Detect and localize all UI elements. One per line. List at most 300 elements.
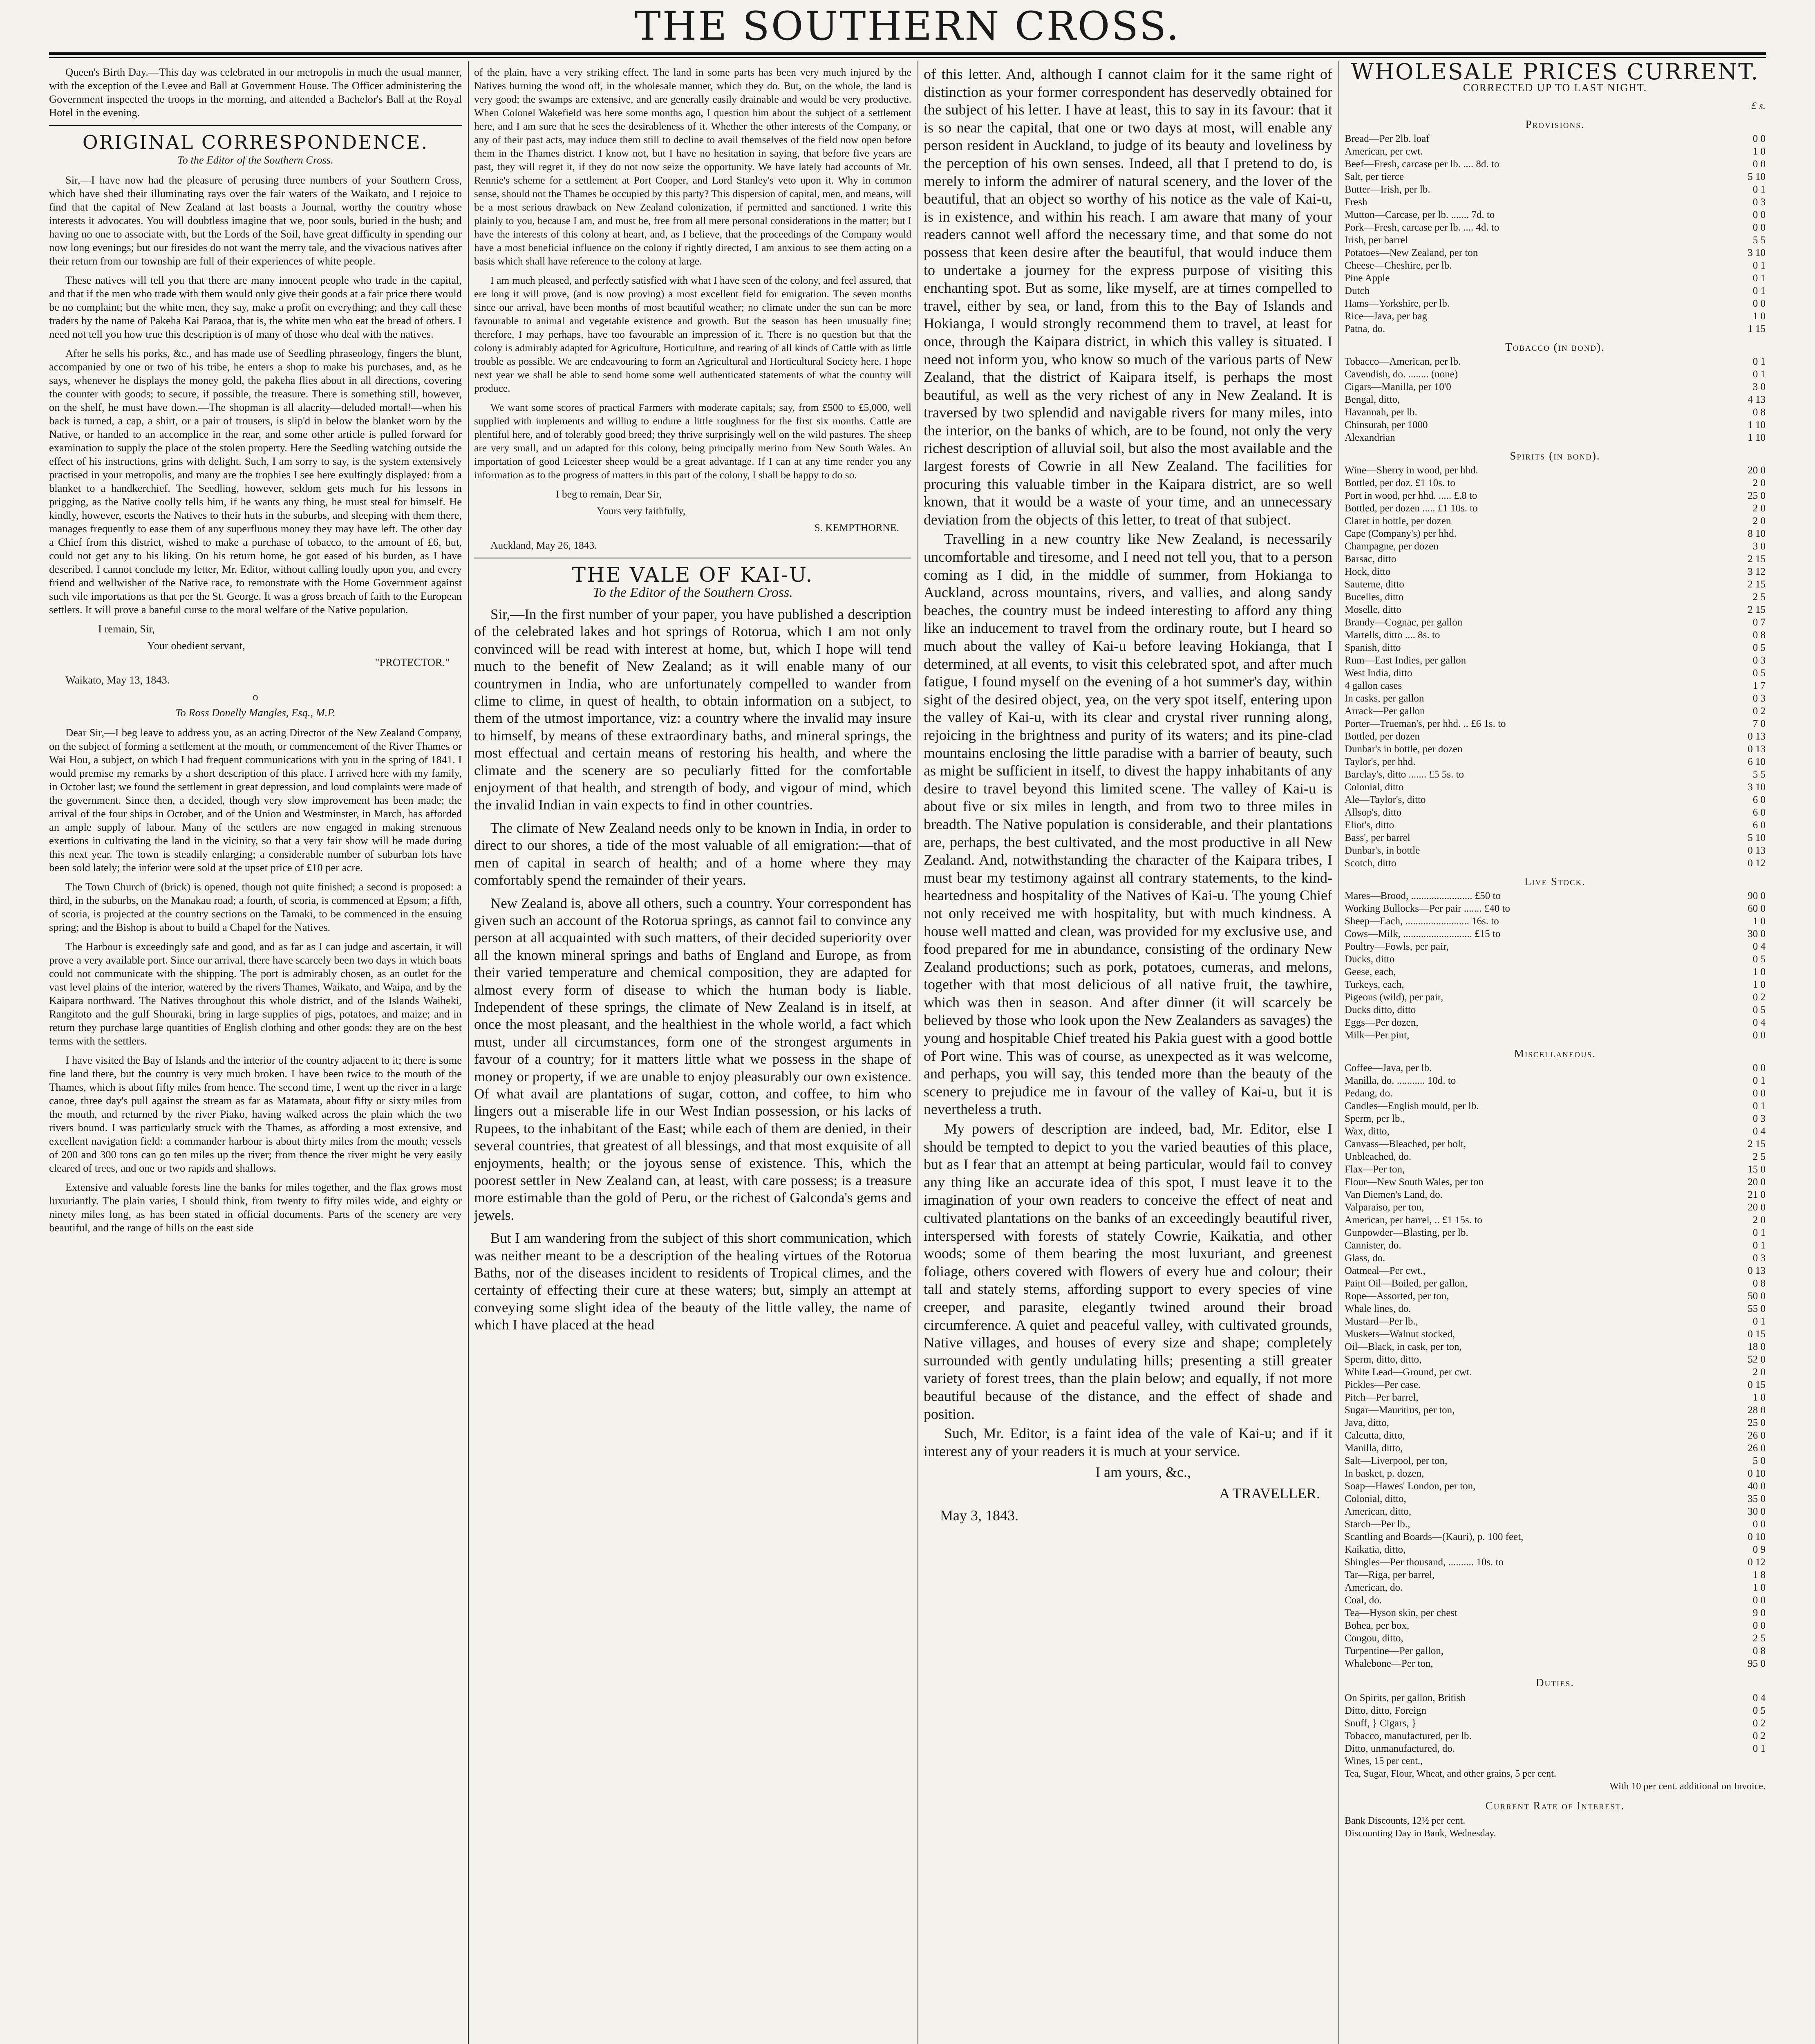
price-item: Havannah, per lb. <box>1345 407 1417 418</box>
newspaper-title: THE SOUTHERN CROSS. <box>634 3 1181 49</box>
price-value: 0 1 <box>1752 1227 1766 1238</box>
price-row <box>1345 1239 1766 1252</box>
price-item: Shingles—Per thousand, .......... 10s. to <box>1345 1557 1504 1568</box>
masthead-rule-thin <box>49 57 1766 58</box>
price-row <box>1345 928 1766 940</box>
price-row <box>1345 1391 1766 1404</box>
price-value: 0 3 <box>1752 693 1766 704</box>
price-item: American, per barrel, .. £1 15s. to <box>1345 1215 1482 1226</box>
duty-value: 0 2 <box>1752 1730 1766 1741</box>
price-item: Oatmeal—Per cwt., <box>1345 1265 1426 1276</box>
price-value: 5 10 <box>1748 171 1766 182</box>
price-value: 30 0 <box>1748 1506 1766 1517</box>
price-value: 1 0 <box>1752 966 1766 977</box>
price-value: 60 0 <box>1748 903 1766 914</box>
price-row <box>1345 1302 1766 1315</box>
prices-subtitle: CORRECTED UP TO LAST NIGHT. <box>1463 82 1647 94</box>
price-row <box>1345 158 1766 170</box>
duty-row <box>1345 1730 1766 1742</box>
price-row <box>1345 730 1766 743</box>
price-item: Ducks ditto, ditto <box>1345 1004 1416 1015</box>
price-row <box>1345 323 1766 335</box>
price-value: 15 0 <box>1748 1164 1766 1175</box>
price-item: Dunbar's in bottle, per dozen <box>1345 744 1463 755</box>
price-row <box>1345 1518 1766 1531</box>
price-value: 7 0 <box>1752 718 1766 729</box>
price-value: 40 0 <box>1748 1481 1766 1492</box>
price-row <box>1345 368 1766 381</box>
prices-title: WHOLESALE PRICES CURRENT. <box>1351 59 1759 85</box>
price-value: 0 0 <box>1752 1620 1766 1631</box>
price-item: Butter—Irish, per lb. <box>1345 184 1430 195</box>
price-value: 1 0 <box>1752 1582 1766 1593</box>
price-value: 5 0 <box>1752 1455 1766 1466</box>
price-row <box>1345 641 1766 654</box>
price-item: Bohea, per box, <box>1345 1620 1410 1631</box>
duty-value: 0 1 <box>1752 1743 1766 1754</box>
price-item: Oil—Black, in cask, per ton, <box>1345 1341 1462 1352</box>
price-row <box>1345 489 1766 502</box>
column-3 <box>924 65 1332 1528</box>
divider <box>49 125 462 126</box>
price-row <box>1345 1480 1766 1493</box>
column-2 <box>474 65 911 1340</box>
price-value: 2 5 <box>1752 1151 1766 1162</box>
price-item: Geese, each, <box>1345 966 1396 977</box>
price-value: 0 13 <box>1748 1265 1766 1276</box>
price-row <box>1345 1569 1766 1581</box>
price-item: Moselle, ditto <box>1345 604 1401 615</box>
price-item: Manilla, ditto, <box>1345 1443 1403 1454</box>
signature: A TRAVELLER. <box>1219 1485 1320 1502</box>
price-item: Candles—English mould, per lb. <box>1345 1100 1479 1112</box>
price-value: 0 5 <box>1752 954 1766 965</box>
price-row <box>1345 297 1766 310</box>
price-row <box>1345 667 1766 679</box>
price-value: 18 0 <box>1748 1341 1766 1352</box>
price-value: 3 12 <box>1748 566 1766 577</box>
price-row <box>1345 540 1766 553</box>
price-item: Milk—Per pint, <box>1345 1030 1410 1041</box>
price-value: 0 0 <box>1752 1088 1766 1099</box>
price-row <box>1345 705 1766 717</box>
price-row <box>1345 654 1766 667</box>
price-row <box>1345 170 1766 183</box>
price-value: 90 0 <box>1748 890 1766 901</box>
price-row <box>1345 1455 1766 1467</box>
price-row <box>1345 464 1766 477</box>
price-item: Cape (Company's) per hhd. <box>1345 528 1457 539</box>
price-item: American, per cwt. <box>1345 146 1423 157</box>
price-row <box>1345 355 1766 368</box>
price-row <box>1345 1378 1766 1391</box>
price-row <box>1345 1290 1766 1302</box>
price-value: 2 5 <box>1752 1633 1766 1644</box>
price-item: Paint Oil—Boiled, per gallon, <box>1345 1278 1468 1289</box>
signature: "PROTECTOR." <box>375 656 450 668</box>
price-item: Port in wood, per hhd. ..... £.8 to <box>1345 490 1477 501</box>
price-item: Spanish, ditto <box>1345 642 1401 653</box>
price-row <box>1345 183 1766 196</box>
price-row <box>1345 502 1766 515</box>
price-value: 21 0 <box>1748 1189 1766 1200</box>
price-item: Chinsurah, per 1000 <box>1345 419 1428 430</box>
price-value: 0 8 <box>1752 1278 1766 1289</box>
price-item: Salt—Liverpool, per ton, <box>1345 1455 1448 1466</box>
duty-value: 0 5 <box>1752 1705 1766 1716</box>
price-row <box>1345 781 1766 793</box>
price-value: 25 0 <box>1748 490 1766 501</box>
price-row <box>1345 940 1766 953</box>
price-item: Pork—Fresh, carcase per lb. .... 4d. to <box>1345 222 1499 233</box>
section-title-original-correspondence: ORIGINAL CORRESPONDENCE. <box>82 131 429 153</box>
price-row <box>1345 381 1766 393</box>
price-row <box>1345 1226 1766 1239</box>
price-row <box>1345 1493 1766 1505</box>
price-category-heading: Provisions. <box>1525 118 1585 130</box>
letter-paragraph: The Town Church of (brick) is opened, though not quite finished; a second is proposed: a third, in the suburbs, on the Manakau road; a fourth, of scoria, is commenced at Epsom; a fifth, of scoria, is projected at the country sections on the Tamaki, to be commenced in the ensuing spring; and the Bishop is about to build a Chapel for the Natives. <box>49 881 462 933</box>
price-row <box>1345 755 1766 768</box>
price-item: Irish, per barrel <box>1345 235 1408 246</box>
price-item: Martells, ditto .... 8s. to <box>1345 630 1440 641</box>
price-row <box>1345 1029 1766 1042</box>
price-row <box>1345 431 1766 444</box>
price-item: Turkeys, each, <box>1345 979 1404 990</box>
price-value: 0 13 <box>1748 731 1766 742</box>
price-value: 20 0 <box>1748 1202 1766 1213</box>
closing-line: I remain, Sir, <box>98 623 155 635</box>
price-row <box>1345 953 1766 966</box>
price-value: 1 0 <box>1752 146 1766 157</box>
duty-item: Tobacco, manufactured, per lb. <box>1345 1730 1472 1741</box>
price-row <box>1345 1004 1766 1016</box>
price-value: 0 9 <box>1752 1544 1766 1555</box>
price-value: 0 1 <box>1752 1240 1766 1251</box>
price-value: 2 15 <box>1748 579 1766 590</box>
price-value: 0 10 <box>1748 1468 1766 1479</box>
price-row <box>1345 1087 1766 1100</box>
price-value: 25 0 <box>1748 1417 1766 1428</box>
price-value: 0 1 <box>1752 1316 1766 1327</box>
price-row <box>1345 1594 1766 1607</box>
price-row <box>1345 310 1766 323</box>
queens-birthday-notice: Queen's Birth Day.—This day was celebrated in our metropolis in much the usual manner, with the exception of the Levee and Ball at Government House. The Officer administering the Government inspected the troops in the morning, and attended a Bachelor's Ball at the Royal Hotel in the evening. <box>49 66 462 119</box>
letter-paragraph: Sir,—I have now had the pleasure of perusing three numbers of your Southern Cross, which have shed their illuminating rays over the fair waters of the Waikato, and I rejoice to find that the capital of New Zealand at last boasts a Journal, worthy the country whose interests it advocates. You will doubtless imagine that we, poor souls, buried in the bush; and having no one to associate with, but the Lords of the Soil, have great difficulty in spending our now long evenings; but our firesides do not want the merry tale, and the vivacious natives after their return from our township are full of their experiences of white people. <box>49 174 462 267</box>
price-row <box>1345 1467 1766 1480</box>
price-value: 2 5 <box>1752 592 1766 603</box>
price-value: 5 5 <box>1752 235 1766 246</box>
price-item: Mustard—Per lb., <box>1345 1316 1418 1327</box>
price-value: 50 0 <box>1748 1291 1766 1302</box>
price-value: 0 0 <box>1752 1519 1766 1530</box>
price-item: Scotch, ditto <box>1345 858 1396 869</box>
price-row <box>1345 890 1766 902</box>
price-value: 0 3 <box>1752 1113 1766 1124</box>
price-row <box>1345 1074 1766 1087</box>
price-item: Glass, do. <box>1345 1253 1385 1264</box>
price-item: In basket, p. dozen, <box>1345 1468 1424 1479</box>
masthead <box>0 0 1815 52</box>
price-item: Dutch <box>1345 285 1370 296</box>
price-row <box>1345 1543 1766 1556</box>
price-item: Wax, ditto, <box>1345 1126 1390 1137</box>
price-row <box>1345 717 1766 730</box>
wholesale-prices <box>1345 59 1766 1840</box>
letter-paragraph: of this letter. And, although I cannot claim for it the same right of distinction as your former correspondent has deservedly obtained for the subject of his letter. I have at least, this to say in its favour: that it is so near the capital, that one or two days at most, will enable any person resident in Auckland, to judge of its beauty and loveliness by the perception of his own senses. Indeed, all that I pretend to do, is merely to inform the admirer of natural scenery, and the lover of the beautiful, that an object so worthy of his notice as the vale of Kai-u, is in existence, and within his reach. I am aware that many of your readers cannot well afford the necessary time, and that some do not possess that keen desire after the beautiful, that would induce them to undertake a journey for the express purpose of visiting this enchanting spot. But as some, like myself, are at times compelled to travel, either by sea, or land, from this to the Bay of Islands and Hokianga, I would strongly recommend them to travel, at least for once, through the Kaipara district, in which this valley is situated. I need not inform you, who know so much of the various parts of New Zealand, that the district of Kaipara itself, is perhaps the most beautiful, as well as the very richest of any in New Zealand. It is traversed by two splendid and navigable rivers for many miles, into the interior, on the banks of which, are to be found, not only the very richest description of alluvial soil, but also the most available and the largest forests of Cowrie in all New Zealand. The facilities for procuring this valuable timber in the Kaipara district, are so well known, that it would be a waste of your time, and an unnecessary deviation from the objects of this letter, to treat of that subject. <box>924 66 1332 528</box>
price-item: In casks, per gallon <box>1345 693 1424 704</box>
letter-addressee: To Ross Donelly Mangles, Esq., M.P. <box>175 706 336 719</box>
price-value: 2 0 <box>1752 515 1766 527</box>
price-item: Pigeons (wild), per pair, <box>1345 992 1443 1003</box>
price-value: 0 8 <box>1752 407 1766 418</box>
price-item: Ale—Taylor's, ditto <box>1345 794 1426 805</box>
interest-line: Discounting Day in Bank, Wednesday. <box>1345 1828 1496 1839</box>
price-item: Scantling and Boards—(Kauri), p. 100 feet, <box>1345 1531 1524 1542</box>
letter-paragraph: of the plain, have a very striking effect. The land in some parts has been very much injured by the Natives burning the wood off, in the wholesale manner, which they do. But, on the whole, the land is very good; the swamps are extensive, and are generally easily drainable and would be very productive. When Colonel Wakefield was here some months ago, I question him about the subject of a settlement here, and I am sure that he sees the desirableness of it. Whether the other interests of the Company, or any of their past acts, may induce them still to decline to avail themselves of the field now open before them in the Thames district. I know not, but I have no hesitation in saying, that before five years are past, they will regret it, if they do not now seize the opportunity. We have lately had accounts of Mr. Rennie's scheme for a settlement at Port Cooper, and Lord Stanley's veto upon it. Why in common sense, should not the Thames be occupied by this party? This dispersion of capital, men, and means, will be a most serious drawback on New Zealand colonization, if permitted and sanctioned. I write this plainly to you, because I am, and must be, free from all mere personal considerations in the matter; but I have the interests of this colony at heart, and, as I believe, that the proceedings of the Company would have a most beneficial influence on the colony if rightly directed, I am anxious to see them acting on a basis which shall have reference to the colony at large. <box>474 66 911 267</box>
closing-line: Yours very faithfully, <box>597 505 686 517</box>
price-row <box>1345 629 1766 641</box>
price-item: Taylor's, per hhd. <box>1345 756 1416 767</box>
price-value: 1 8 <box>1752 1569 1766 1580</box>
price-row <box>1345 515 1766 527</box>
price-value: 5 10 <box>1748 832 1766 843</box>
price-value: 52 0 <box>1748 1354 1766 1365</box>
column-1 <box>49 65 462 1240</box>
price-value: 9 0 <box>1752 1607 1766 1618</box>
price-value: 2 15 <box>1748 604 1766 615</box>
price-item: Claret in bottle, per dozen <box>1345 515 1451 527</box>
price-value: 0 3 <box>1752 197 1766 208</box>
price-row <box>1345 1366 1766 1378</box>
price-value: 0 8 <box>1752 1645 1766 1656</box>
price-item: Soap—Hawes' London, per ton, <box>1345 1481 1476 1492</box>
price-item: Hams—Yorkshire, per lb. <box>1345 298 1450 309</box>
price-value: 0 13 <box>1748 845 1766 856</box>
signature: S. KEMPTHORNE. <box>814 522 899 533</box>
price-row <box>1345 1416 1766 1429</box>
price-value: 0 2 <box>1752 706 1766 717</box>
price-row <box>1345 831 1766 844</box>
price-value: 20 0 <box>1748 465 1766 476</box>
price-item: Whale lines, do. <box>1345 1303 1411 1314</box>
price-value: 0 13 <box>1748 744 1766 755</box>
price-value: 3 10 <box>1748 782 1766 793</box>
price-item: Unbleached, do. <box>1345 1151 1412 1162</box>
price-value: 0 3 <box>1752 1253 1766 1264</box>
price-item: Whalebone—Per ton, <box>1345 1658 1433 1669</box>
price-item: Rum—East Indies, per gallon <box>1345 655 1466 666</box>
price-item: Calcutta, ditto, <box>1345 1430 1405 1441</box>
duties-note: With 10 per cent. additional on Invoice. <box>1609 1781 1766 1792</box>
price-item: Bass', per barrel <box>1345 832 1410 843</box>
price-row <box>1345 1016 1766 1029</box>
price-value: 95 0 <box>1748 1658 1766 1669</box>
price-row <box>1345 477 1766 489</box>
price-value: 1 0 <box>1752 916 1766 927</box>
price-item: Java, ditto, <box>1345 1417 1390 1428</box>
price-item: Patna, do. <box>1345 323 1385 334</box>
duty-item: Ditto, ditto, Foreign <box>1345 1705 1426 1716</box>
duty-value: 0 2 <box>1752 1718 1766 1729</box>
price-item: Eggs—Per dozen, <box>1345 1017 1419 1028</box>
duty-item: Snuff, } Cigars, } <box>1345 1718 1417 1729</box>
price-row <box>1345 1277 1766 1290</box>
price-row <box>1345 768 1766 781</box>
price-item: Colonial, ditto <box>1345 782 1404 793</box>
price-row <box>1345 1340 1766 1353</box>
price-value: 1 15 <box>1748 323 1766 334</box>
price-item: Turpentine—Per gallon, <box>1345 1645 1444 1656</box>
price-item: Kaikatia, ditto, <box>1345 1544 1406 1555</box>
letter-paragraph: I am much pleased, and perfectly satisfied with what I have seen of the colony, and feel assured, that ere long it will prove, (and is now proving) a most excellent field for emigration. The seven months since our arrival, have been months of most beautiful weather; no climate under the sun can be more favourable to animal and vegetable existence and growth. But the season has been unusually fine; therefore, I may perhaps, have too favourable an impression of it. There is no question but that the colony is admirably adapted for Agriculture, Horticulture, and rearing of all kinds of Cattle with as little trouble as possible. We are endeavouring to form an Agricultural and Horticultural Society here. I hope next year we shall be able to send home some well authenticated statements of what the country will produce. <box>474 274 911 394</box>
price-item: Working Bullocks—Per pair ....... £40 to <box>1345 903 1510 914</box>
price-item: Cannister, do. <box>1345 1240 1401 1251</box>
price-row <box>1345 1150 1766 1163</box>
price-item: West India, ditto <box>1345 668 1412 679</box>
letter-paragraph: The Harbour is exceedingly safe and good, and as far as I can judge and ascertain, it will prove a very available port. Since our arrival, there have scarcely been two days in which boats could not communicate with the shipping. The port is admirably chosen, as an outlet for the vast level plains of the interior, watered by the rivers Thames, Waikato, and Waipa, and by the Kaipara northward. The Natives throughout this whole district, and of the Islands Waiheki, Rangitoto and the gulf Shouraki, bring in large supplies of pigs, potatoes, and maize; and in return they purchase large quantities of English clothing and other goods: they are on the best terms with the settlers. <box>49 940 462 1047</box>
price-row <box>1345 806 1766 819</box>
price-item: Bucelles, ditto <box>1345 592 1404 603</box>
price-row <box>1345 1429 1766 1442</box>
letter-paragraph: Sir,—In the first number of your paper, you have published a description of the celebrated lakes and hot springs of Rotorua, which I am not only convinced will be read with interest at home, but, which I hope will tend much to the benefit of New Zealand; as it will enable many of our countrymen in India, who are unfortunately compelled to wander from clime to clime, in quest of health, to obtain information on a subject, to them of the utmost importance, viz: a country where the invalid may insure to himself, by means of these extraordinary baths, and mineral springs, the most effectual and certain means of restoring his health, and where the climate and the scenery are so peculiarly fitted for the comfortable enjoyment of that health, and strength of body, and vigour of mind, which the invalid Indian in vain expects to find in other countries. <box>474 606 911 813</box>
price-item: Rice—Java, per bag <box>1345 311 1428 322</box>
price-value: 0 1 <box>1752 1075 1766 1086</box>
price-row <box>1345 603 1766 616</box>
price-value: 0 1 <box>1752 285 1766 296</box>
price-item: Congou, ditto, <box>1345 1633 1403 1644</box>
price-row <box>1345 902 1766 915</box>
price-row <box>1345 591 1766 603</box>
price-item: Pitch—Per barrel, <box>1345 1392 1419 1403</box>
letter-paragraph: These natives will tell you that there are many innocent people who trade in the capital, and that if the men who trade with them would only give their goods at a fair price there would be no complaint; but the white men, they say, make a profit on everything; and they call these traders by the name of Pakeha Kai Paraoa, that is, the white men who eat the bread of others. I need not tell you how true this description is of many of those who deal with the natives. <box>49 274 462 340</box>
price-item: White Lead—Ground, per cwt. <box>1345 1367 1472 1378</box>
price-item: Ducks, ditto <box>1345 954 1395 965</box>
price-item: Tobacco—American, per lb. <box>1345 356 1461 367</box>
price-row <box>1345 1328 1766 1340</box>
duties-note: Tea, Sugar, Flour, Wheat, and other grains, 5 per cent. <box>1345 1768 1556 1779</box>
letter-paragraph: Dear Sir,—I beg leave to address you, as an acting Director of the New Zealand Company, on the subject of forming a settlement at the mouth, or commencement of the River Thames or Wai Hou, a subject, on which I had frequent communications with you in the spring of 1841. I would premise my remarks by a short description of this place. I arrived here with my family, in October last; we found the settlement in great depression, and loud complaints were made of the government. Since then, a decided, though very slow improvement has been made; the arrival of the four ships in October, and of the Union and Westminster, in March, has afforded an ample supply of labour. Many of the settlers are now engaged in making strenuous exertions in cultivating the land in the vicinity, so that a very fair show will be made during this next year. The town is steadily enlarging; a considerable number of suburban lots have been sold lately; the inferior were sold at the upset price of £10 per acre. <box>49 726 462 874</box>
price-row <box>1345 1607 1766 1619</box>
letter-paragraph: Such, Mr. Editor, is a faint idea of the vale of Kai-u; and if it interest any of your readers it is much at your service. <box>924 1425 1332 1459</box>
price-item: Tar—Riga, per barrel, <box>1345 1569 1435 1580</box>
price-row <box>1345 1112 1766 1125</box>
price-item: Salt, per tierce <box>1345 171 1404 182</box>
column-divider <box>1338 61 1339 2044</box>
price-item: Wine—Sherry in wood, per hhd. <box>1345 465 1478 476</box>
letter-paragraph: My powers of description are indeed, bad, Mr. Editor, else I should be tempted to depict to you the varied beauties of this place, but as I fear that an attempt at being particular, would fail to convey any thing like an accurate idea of this spot, I must leave it to the imagination of your own readers to conceive the effect of neat and cultivated plantations on the banks of an exceedingly beautiful river, interspersed with forests of stately Cowrie, Kaikatia, and other woods; some of them bearing the most luxuriant, and greenest foliage, others covered with flowers of every hue and colour; their tall and stately stems, affording support to every species of vine creeper, and parasite, elegantly twined around their broad circumference. A quiet and peaceful valley, with cultivated grounds, Native villages, and houses of every size and shape; completely surrounded with gently undulating hills; presenting a still greater variety of forest trees, than the plain below; and equally, if not more beautiful because of the distance, and the effect of shade and position. <box>924 1121 1332 1422</box>
price-row <box>1345 1531 1766 1543</box>
price-item: Gunpowder—Blasting, per lb. <box>1345 1227 1468 1238</box>
price-row <box>1345 692 1766 705</box>
price-value: 0 4 <box>1752 1126 1766 1137</box>
price-item: Champagne, per dozen <box>1345 541 1439 552</box>
price-value: 26 0 <box>1748 1430 1766 1441</box>
price-row <box>1345 1315 1766 1328</box>
price-row <box>1345 743 1766 755</box>
price-row <box>1345 1619 1766 1632</box>
price-item: Allsop's, ditto <box>1345 807 1402 818</box>
price-item: Potatoes—New Zealand, per ton <box>1345 247 1478 258</box>
price-value: 0 3 <box>1752 655 1766 666</box>
price-value: 35 0 <box>1748 1493 1766 1504</box>
price-value: 0 8 <box>1752 630 1766 641</box>
price-row <box>1345 1125 1766 1138</box>
price-item: Alexandrian <box>1345 432 1395 443</box>
price-item: Tea—Hyson skin, per chest <box>1345 1607 1457 1618</box>
price-row <box>1345 393 1766 406</box>
price-value: 4 13 <box>1748 394 1766 405</box>
price-row <box>1345 1353 1766 1366</box>
letter-addressee: To the Editor of the Southern Cross. <box>593 585 793 600</box>
price-value: 3 10 <box>1748 247 1766 258</box>
duty-item: On Spirits, per gallon, British <box>1345 1692 1466 1703</box>
price-item: Flax—Per ton, <box>1345 1164 1405 1175</box>
price-row <box>1345 527 1766 540</box>
closing-line: Your obedient servant, <box>147 639 245 652</box>
price-row <box>1345 1632 1766 1645</box>
price-value: 2 15 <box>1748 1139 1766 1150</box>
price-item: Bottled, per doz. £1 10s. to <box>1345 477 1455 489</box>
price-item: Bread—Per 2lb. loaf <box>1345 133 1430 144</box>
dateline: Waikato, May 13, 1843. <box>65 674 170 686</box>
price-item: Beef—Fresh, carcase per lb. .... 8d. to <box>1345 159 1499 170</box>
price-item: Manilla, do. ........... 10d. to <box>1345 1075 1456 1086</box>
price-item: Sauterne, ditto <box>1345 579 1404 590</box>
masthead-rule <box>49 52 1766 55</box>
price-value: 2 0 <box>1752 503 1766 514</box>
price-value: 0 5 <box>1752 642 1766 653</box>
letter-paragraph: We want some scores of practical Farmers with moderate capitals; say, from £500 to £5,000, well supplied with implements and willing to endure a little roughness for the first six months. Cattle are plentiful here, and of tolerably good breed; they thrive surprisingly well on the wild pastures. The sheep are very small, and un adapted for this colony, being principally merino from New South Wales. An importation of good Leicester sheep would be a great advantage. If I can at any time render you any information as to the progress of matters in this part of the colony, I shall be happy to do so. <box>474 401 911 481</box>
price-value: 3 0 <box>1752 541 1766 552</box>
price-value: 0 15 <box>1748 1329 1766 1340</box>
price-value: 6 0 <box>1752 807 1766 818</box>
price-row <box>1345 1100 1766 1112</box>
price-value: 0 0 <box>1752 298 1766 309</box>
price-item: Flour—New South Wales, per ton <box>1345 1177 1484 1188</box>
price-value: 0 12 <box>1748 1557 1766 1568</box>
price-value: 2 0 <box>1752 1367 1766 1378</box>
price-item: 4 gallon cases <box>1345 680 1402 691</box>
duty-item: Ditto, unmanufactured, do. <box>1345 1743 1455 1754</box>
price-value: 0 1 <box>1752 273 1766 284</box>
letter-paragraph: I have visited the Bay of Islands and the interior of the country adjacent to it; there is some fine land there, but the country is very much broken. I have been twice to the mouth of the Thames, which is about fifty miles from hence. The second time, I went up the river in a large canoe, three day's pull against the stream as far as Matamata, about fifty or sixty miles from the mouth, and returned by the river Piako, having walked across the plain which the two rivers bound. I was particularly struck with the Thames, as affording a most extensive, and excellent navigation field: a commander harbour is about thirty miles from the mouth; vessels of 200 and 300 tons can go ten miles up the river; from thence the river might be very easily cleared of trees, and one or two rapids and shallows. <box>49 1054 462 1174</box>
price-row <box>1345 1505 1766 1518</box>
price-row <box>1345 1214 1766 1226</box>
price-value: 1 0 <box>1752 311 1766 322</box>
price-item: Barclay's, ditto ....... £5 5s. to <box>1345 769 1464 780</box>
price-value: 0 15 <box>1748 1379 1766 1390</box>
price-item: Van Diemen's Land, do. <box>1345 1189 1443 1200</box>
letter-paragraph: New Zealand is, above all others, such a country. Your correspondent has given such an account of the Rotorua springs, as cannot fail to convince any person at all acquainted with such matters, of their decided superiority over all the known mineral springs and baths of England and Europe, as from their varied temperature and chemical composition, they are adapted for almost every form of disease to which the human body is liable. Independent of these springs, the climate of New Zealand is in itself, at once the most pleasant, and the healthiest in the whole world, a fact which must, under all circumstances, form one of the strongest arguments in favour of a country; for it matters little what we possess in the shape of money or property, if we are unable to enjoy pleasurably our own existence. Of what avail are plantations of sugar, cotton, and coffee, to him who lingers out a miserable life in our West Indian possession, or his lacks of Rupees, to the inhabitant of the East; while each of them are denied, in their several countries, that greatest of all blessings, and that most exquisite of all enjoyments, health; or the joyous sense of existence. This, which the poorest settler in New Zealand can, at least, with care possess; is a treasure more estimable than the gold of Peru, or the richest of Galconda's gems and jewels. <box>474 895 911 1223</box>
price-value: 0 0 <box>1752 1062 1766 1074</box>
price-value: 8 10 <box>1748 528 1766 539</box>
price-row <box>1345 1556 1766 1569</box>
price-item: Valparaiso, per ton, <box>1345 1202 1424 1213</box>
price-value: 2 0 <box>1752 477 1766 489</box>
price-item: Dunbar's, in bottle <box>1345 845 1420 856</box>
price-item: Cows—Milk, ........................... £15 to <box>1345 928 1501 939</box>
price-row <box>1345 234 1766 247</box>
price-item: Fresh <box>1345 197 1367 208</box>
price-row <box>1345 1176 1766 1188</box>
duties-note: Wines, 15 per cent., <box>1345 1756 1423 1766</box>
price-value: 26 0 <box>1748 1443 1766 1454</box>
letter-addressee: To the Editor of the Southern Cross. <box>177 154 333 166</box>
price-item: Canvass—Bleached, per bolt, <box>1345 1139 1466 1150</box>
price-item: Colonial, ditto, <box>1345 1493 1406 1504</box>
price-value: 0 10 <box>1748 1531 1766 1542</box>
separator-mark: o <box>253 690 258 703</box>
